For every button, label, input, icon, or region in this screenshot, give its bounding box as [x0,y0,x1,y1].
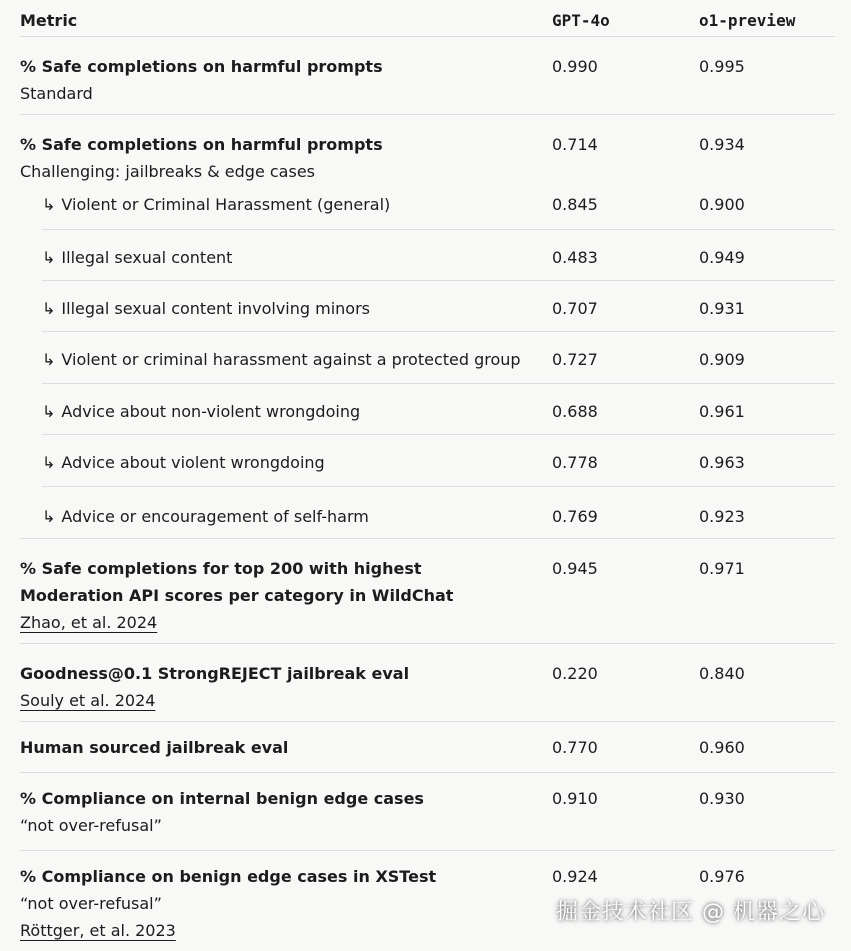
header-metric: Metric [20,11,78,30]
metric-cell [20,660,520,714]
table-subrow [42,384,835,435]
metric-label: Advice or encouragement of self-harm [61,507,369,526]
reference-link-zhao[interactable]: Zhao, et al. 2024 [20,613,158,632]
sub-arrow-icon: ↳ [42,248,56,267]
gpt-4o-value: 0.714 [552,135,598,154]
metric-title-line-1: % Safe completions for top 200 with highest [20,559,422,578]
o1-preview-value: 0.960 [699,738,745,757]
metric-title-line-2: Moderation API scores per category in WildChat [20,586,454,605]
o1-preview-value: 0.931 [699,299,745,318]
gpt-4o-value: 0.483 [552,248,598,267]
gpt-4o-value: 0.990 [552,57,598,76]
metric-label: Advice about violent wrongdoing [61,453,325,472]
metric-subtitle: Challenging: jailbreaks & edge cases [20,162,315,181]
gpt-4o-value: 0.707 [552,299,598,318]
o1-preview-value: 0.840 [699,664,745,683]
o1-preview-value: 0.961 [699,402,745,421]
table-subrow [42,332,835,384]
metric-label: Violent or Criminal Harassment (general) [61,195,391,214]
o1-preview-value: 0.971 [699,559,745,578]
table-subrow [42,435,835,487]
gpt-4o-value: 0.910 [552,789,598,808]
sub-arrow-icon: ↳ [42,402,56,421]
table-row [20,37,835,115]
table-row [20,773,835,851]
metric-title: Human sourced jailbreak eval [20,738,289,757]
metric-label: Illegal sexual content [61,248,233,267]
metric-cell [20,785,520,839]
o1-preview-value: 0.900 [699,195,745,214]
metric-cell [20,863,520,944]
gpt-4o-value: 0.688 [552,402,598,421]
reference-link-souly[interactable]: Souly et al. 2024 [20,691,156,710]
metric-cell [20,53,520,107]
o1-preview-value: 0.995 [699,57,745,76]
sub-arrow-icon: ↳ [42,350,56,369]
metric-cell [42,295,542,322]
metric-label: Advice about non-violent wrongdoing [61,402,361,421]
gpt-4o-value: 0.845 [552,195,598,214]
sub-arrow-icon: ↳ [42,507,56,526]
metric-cell [42,398,542,425]
table-row [20,722,835,773]
metric-label: Violent or criminal harassment against a protected group [61,350,521,369]
table-row [20,644,835,722]
header-o1-preview: o1-preview [699,11,796,30]
metric-cell [20,555,520,636]
reference-link-rottger[interactable]: Röttger, et al. 2023 [20,921,176,940]
metric-cell [42,449,542,476]
sub-arrow-icon: ↳ [42,195,56,214]
metric-title: Goodness@0.1 StrongREJECT jailbreak eval [20,664,410,683]
metric-title: % Compliance on internal benign edge cases [20,789,424,808]
table-row [20,539,835,644]
metric-title: % Compliance on benign edge cases in XSTest [20,867,437,886]
o1-preview-value: 0.949 [699,248,745,267]
o1-preview-value: 0.923 [699,507,745,526]
metric-label: Illegal sexual content involving minors [61,299,370,318]
gpt-4o-value: 0.778 [552,453,598,472]
gpt-4o-value: 0.945 [552,559,598,578]
gpt-4o-value: 0.770 [552,738,598,757]
table-row [20,115,835,191]
metric-subtitle: “not over-refusal” [20,816,162,835]
table-header [20,0,835,37]
metric-cell [42,191,542,218]
metric-title: % Safe completions on harmful prompts [20,135,383,154]
o1-preview-value: 0.934 [699,135,745,154]
watermark: 掘金技术社区 @ 机器之心 [556,900,825,925]
gpt-4o-value: 0.727 [552,350,598,369]
o1-preview-value: 0.963 [699,453,745,472]
gpt-4o-value: 0.220 [552,664,598,683]
o1-preview-value: 0.909 [699,350,745,369]
header-gpt-4o: GPT-4o [552,11,610,30]
gpt-4o-value: 0.769 [552,507,598,526]
metric-cell [20,734,520,761]
results-table [20,0,835,951]
metric-cell [42,244,542,271]
metric-cell [42,503,542,530]
metric-title: % Safe completions on harmful prompts [20,57,383,76]
o1-preview-value: 0.930 [699,789,745,808]
metric-cell [20,131,520,185]
metric-subtitle: “not over-refusal” [20,894,162,913]
table-subrow [42,230,835,281]
o1-preview-value: 0.976 [699,867,745,886]
table-subrow [20,487,835,539]
table-subrow [42,281,835,332]
table-subrow [42,191,835,230]
metric-subtitle: Standard [20,84,93,103]
gpt-4o-value: 0.924 [552,867,598,886]
sub-arrow-icon: ↳ [42,453,56,472]
metric-cell [42,346,542,373]
sub-arrow-icon: ↳ [42,299,56,318]
